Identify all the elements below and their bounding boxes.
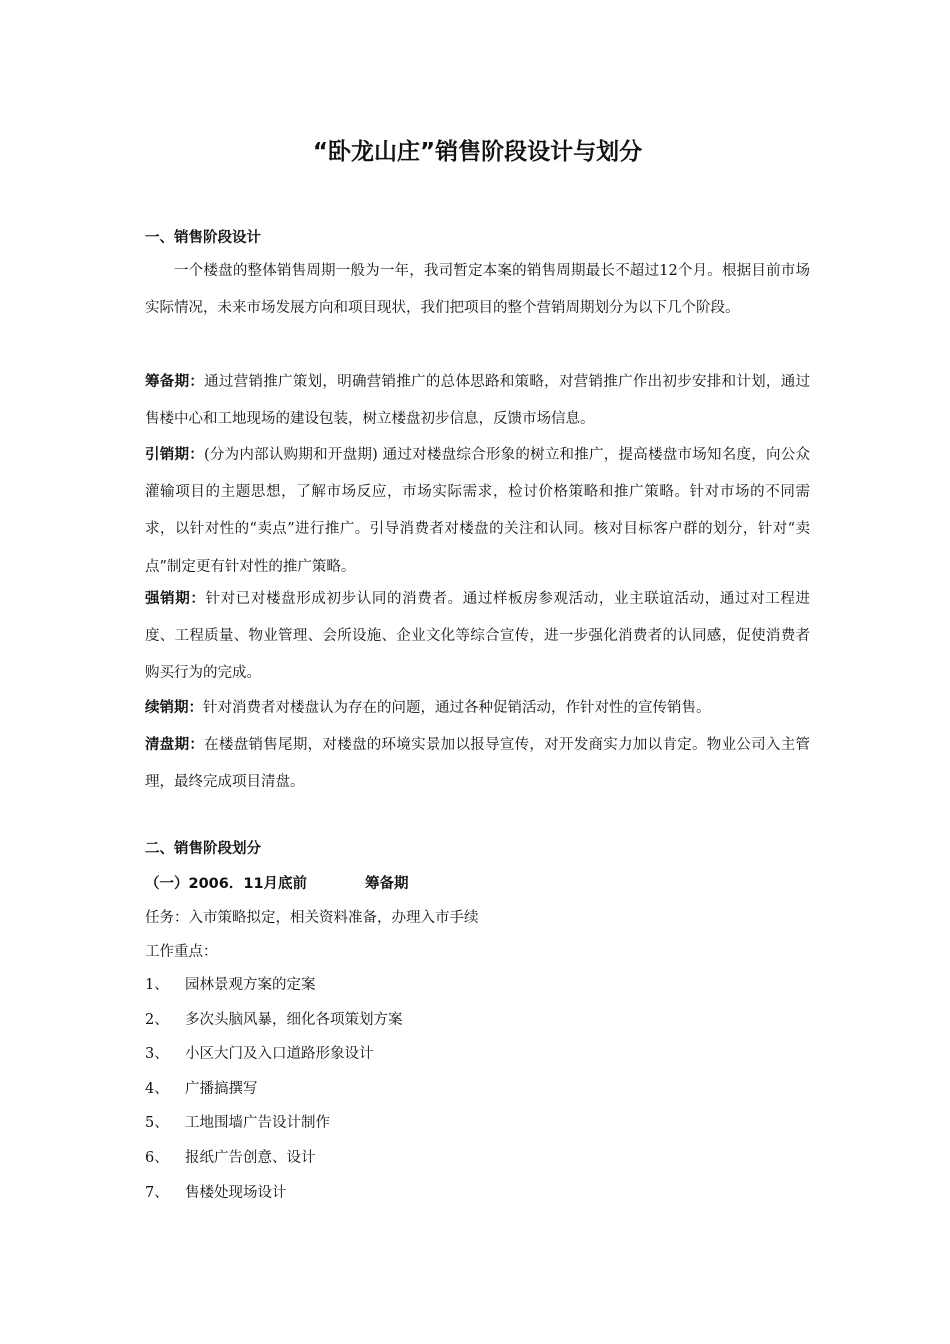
phase-text: 通过营销推广策划，明确营销推广的总体思路和策略，对营销推广作出初步安排和计划，通过售楼中心和工地现场的建设包装，树立楼盘初步信息，反馈市场信息。 bbox=[145, 374, 811, 428]
list-number: 7、 bbox=[145, 1184, 169, 1201]
list-text: 售楼处现场设计 bbox=[185, 1184, 287, 1201]
list-number: 6、 bbox=[145, 1149, 169, 1166]
phase-strong-sales bbox=[145, 581, 810, 693]
stage-heading bbox=[145, 874, 409, 894]
stage-name: 筹备期 bbox=[365, 876, 409, 892]
list-number: 1、 bbox=[145, 977, 169, 993]
list-text: 园林景观方案的定案 bbox=[185, 977, 316, 993]
phase-label: 引销期： bbox=[145, 447, 204, 463]
list-text: 广播搞撰写 bbox=[185, 1080, 258, 1097]
phase-lead-in bbox=[145, 437, 810, 586]
list-text: 报纸广告创意、设计 bbox=[185, 1149, 316, 1166]
list-number: 3、 bbox=[145, 1046, 169, 1063]
phase-clearance bbox=[145, 727, 810, 801]
list-number: 5、 bbox=[145, 1115, 169, 1132]
phase-text: (分为内部认购期和开盘期) 通过对楼盘综合形象的树立和推广，提高楼盘市场知名度，向公众灌输项目的主题思想，了解市场反应，市场实际需求，检讨价格策略和推广策略。针对市场的不同需求，以针对性的“卖点”进行推广。引导消费者对楼盘的关注和认同。核对目标客户群的划分，针对“卖点”制定更有针对性的推广策略。 bbox=[145, 447, 810, 575]
intro-paragraph: 一个楼盘的整体销售周期一般为一年，我司暂定本案的销售周期最长不超过12个月。根据目前市场实际情况，未来市场发展方向和项目现状，我们把项目的整个营销周期划分为以下几个阶段。 bbox=[145, 263, 810, 317]
section-heading-division: 二、销售阶段划分 bbox=[145, 841, 261, 857]
list-text: 小区大门及入口道路形象设计 bbox=[185, 1046, 374, 1063]
phase-preparation bbox=[145, 364, 810, 438]
phase-continued-sales bbox=[145, 690, 810, 727]
phase-label: 清盘期： bbox=[145, 737, 205, 753]
document-title: “卧龙山庄”销售阶段设计与划分 bbox=[312, 139, 643, 165]
phase-label: 筹备期： bbox=[145, 374, 205, 390]
stage-task: 任务：入市策略拟定，相关资料准备，办理入市手续 bbox=[145, 910, 479, 926]
phase-text: 针对已对楼盘形成初步认同的消费者。通过样板房参观活动，业主联谊活动，通过对工程进度、工程质量、物业管理、会所设施、企业文化等综合宣传，进一步强化消费者的认同感，促使消费者购买行为的完成。 bbox=[145, 591, 811, 682]
section-heading-design: 一、销售阶段设计 bbox=[145, 230, 261, 246]
phase-label: 强销期： bbox=[145, 591, 206, 607]
focus-label: 工作重点： bbox=[145, 944, 218, 960]
list-number: 4、 bbox=[145, 1080, 169, 1097]
list-number: 2、 bbox=[145, 1011, 169, 1028]
list-text: 工地围墙广告设计制作 bbox=[185, 1115, 330, 1132]
phase-text: 在楼盘销售尾期，对楼盘的环境实景加以报导宣传，对开发商实力加以肯定。物业公司入主管理，最终完成项目清盘。 bbox=[145, 737, 811, 791]
stage-date: （一）2006．11月底前 bbox=[145, 876, 308, 892]
phase-text: 针对消费者对楼盘认为存在的问题，通过各种促销活动，作针对性的宣传销售。 bbox=[203, 700, 711, 716]
phase-label: 续销期： bbox=[145, 700, 203, 716]
list-text: 多次头脑风暴，细化各项策划方案 bbox=[185, 1011, 403, 1028]
